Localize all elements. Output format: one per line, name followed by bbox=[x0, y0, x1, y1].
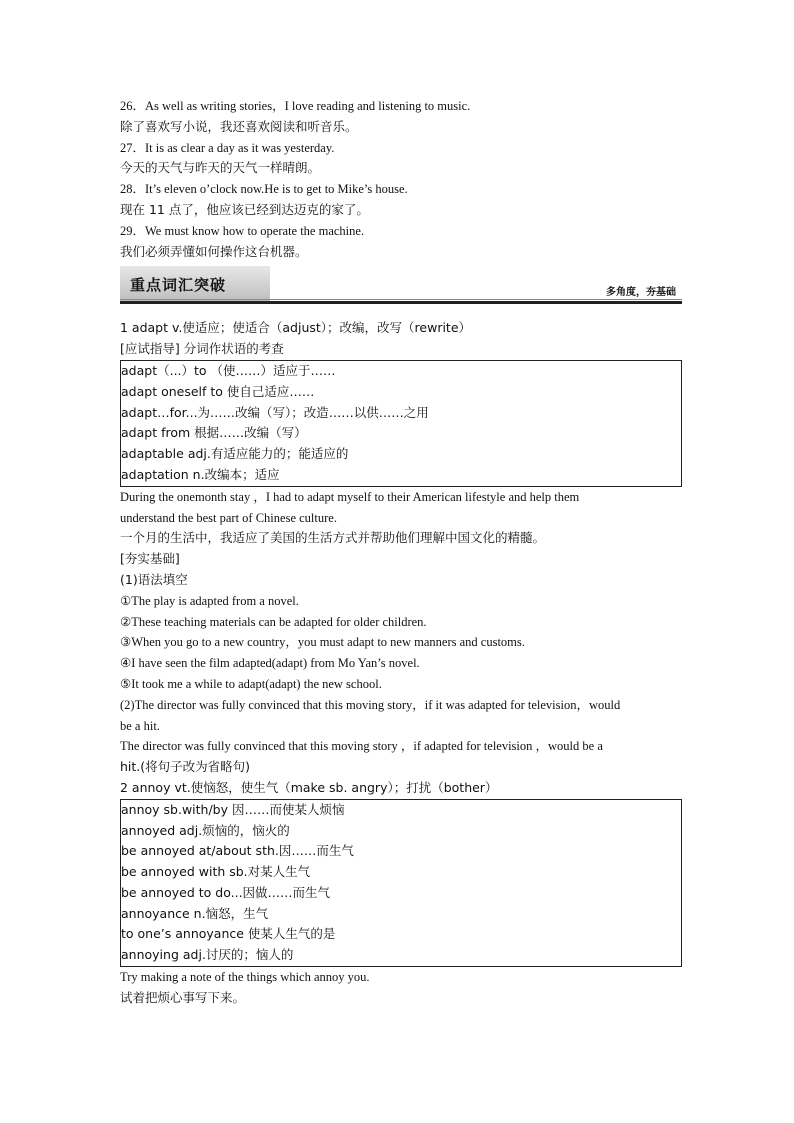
sentence-26-en: 26．As well as writing stories，I love reading and listening to music. bbox=[120, 99, 471, 113]
question-2-line-1: (2)The director was fully convinced that this moving story，if it was adapted for television，would bbox=[120, 697, 621, 712]
adapt-phrase-box bbox=[120, 360, 682, 487]
banner-tagline: 多角度，夯基础 bbox=[606, 287, 676, 299]
adapt-phrase: adapt（...）to （使……）适应于…… bbox=[121, 362, 336, 378]
adapt-example-en-1: During the onemonth stay ，I had to adapt myself to their American lifestyle and help them bbox=[120, 489, 580, 504]
banner-label: 重点词汇突破 bbox=[130, 276, 227, 295]
annoy-example-cn: 试着把烦心事写下来。 bbox=[120, 989, 246, 1005]
annoy-phrase: be annoyed to do...因做……而生气 bbox=[121, 884, 331, 900]
adapt-phrase: adapt…for...为……改编（写）；改造……以供……之用 bbox=[121, 404, 429, 420]
annoy-example-en: Try making a note of the things which annoy you. bbox=[120, 970, 370, 985]
sentence-28-cn: 现在 11 点了，他应该已经到达迈克的家了。 bbox=[120, 201, 369, 217]
annoy-section bbox=[120, 778, 682, 1009]
sentence-28-en: 28．It’s eleven o’clock now.He is to get to Mike’s house. bbox=[120, 182, 408, 197]
annoy-phrase: annoyed adj.烦恼的，恼火的 bbox=[121, 822, 290, 838]
annoy-phrase: to one’s annoyance 使某人生气的是 bbox=[121, 926, 336, 942]
adapt-phrase: adaptation n.改编本；适应 bbox=[121, 466, 280, 482]
grammar-title: (1)语法填空 bbox=[120, 571, 188, 587]
annoy-heading: 2 annoy vt.使恼怒，使生气（make sb. angry）；打扰（bother） bbox=[120, 779, 498, 795]
sentence-29-en: 29．We must know how to operate the machine. bbox=[120, 223, 365, 238]
answer-2-line-1: The director was fully convinced that this moving story ，if adapted for television ，would be a bbox=[120, 739, 603, 754]
annoy-phrase: be annoyed at/about sth.因……而生气 bbox=[121, 843, 354, 859]
sentence-27-cn: 今天的天气与昨天的天气一样晴朗。 bbox=[120, 160, 321, 176]
adapt-phrase: adaptable adj.有适应能力的；能适应的 bbox=[121, 446, 349, 462]
annoy-phrase: annoy sb.with/by 因……而使某人烦恼 bbox=[121, 801, 345, 817]
document-page bbox=[120, 96, 682, 1009]
annoy-phrase: be annoyed with sb.对某人生气 bbox=[121, 864, 311, 880]
practice-title: [夯实基础] bbox=[120, 551, 180, 567]
sentence-26-cn: 除了喜欢写小说，我还喜欢阅读和听音乐。 bbox=[120, 118, 358, 134]
grammar-item: ①The play is adapted from a novel. bbox=[120, 593, 299, 608]
adapt-guide: [应试指导] 分词作状语的考查 bbox=[120, 341, 284, 357]
grammar-item: ④I have seen the film adapted(adapt) from Mo Yan’s novel. bbox=[120, 656, 420, 671]
grammar-item: ⑤It took me a while to adapt(adapt) the new school. bbox=[120, 676, 382, 691]
adapt-phrase: adapt from 根据……改编（写） bbox=[121, 425, 307, 441]
sentence-list bbox=[120, 96, 682, 262]
grammar-item: ③When you go to a new country，you must adapt to new manners and customs. bbox=[120, 635, 525, 650]
sentence-29-cn: 我们必须弄懂如何操作这台机器。 bbox=[120, 243, 308, 259]
adapt-example-cn: 一个月的生活中，我适应了美国的生活方式并帮助他们理解中国文化的精髓。 bbox=[120, 530, 546, 546]
answer-2-line-2: hit.(将句子改为省略句) bbox=[120, 759, 251, 775]
banner-thin-rule bbox=[120, 299, 682, 300]
adapt-phrase: adapt oneself to 使自己适应…… bbox=[121, 383, 315, 399]
banner-rule bbox=[120, 301, 682, 304]
adapt-heading: 1 adapt v.使适应；使适合（adjust）；改编，改写（rewrite） bbox=[120, 320, 472, 336]
adapt-section bbox=[120, 318, 682, 778]
section-banner bbox=[120, 266, 682, 304]
sentence-27-en: 27．It is as clear a day as it was yesterday. bbox=[120, 140, 335, 155]
annoy-phrase-box bbox=[120, 799, 682, 967]
adapt-example-en-2: understand the best part of Chinese culture. bbox=[120, 510, 337, 525]
question-2-line-2: be a hit. bbox=[120, 718, 160, 733]
annoy-phrase: annoying adj.讨厌的；恼人的 bbox=[121, 947, 294, 963]
grammar-item: ②These teaching materials can be adapted for older children. bbox=[120, 614, 427, 629]
annoy-phrase: annoyance n.恼怒，生气 bbox=[121, 905, 269, 921]
